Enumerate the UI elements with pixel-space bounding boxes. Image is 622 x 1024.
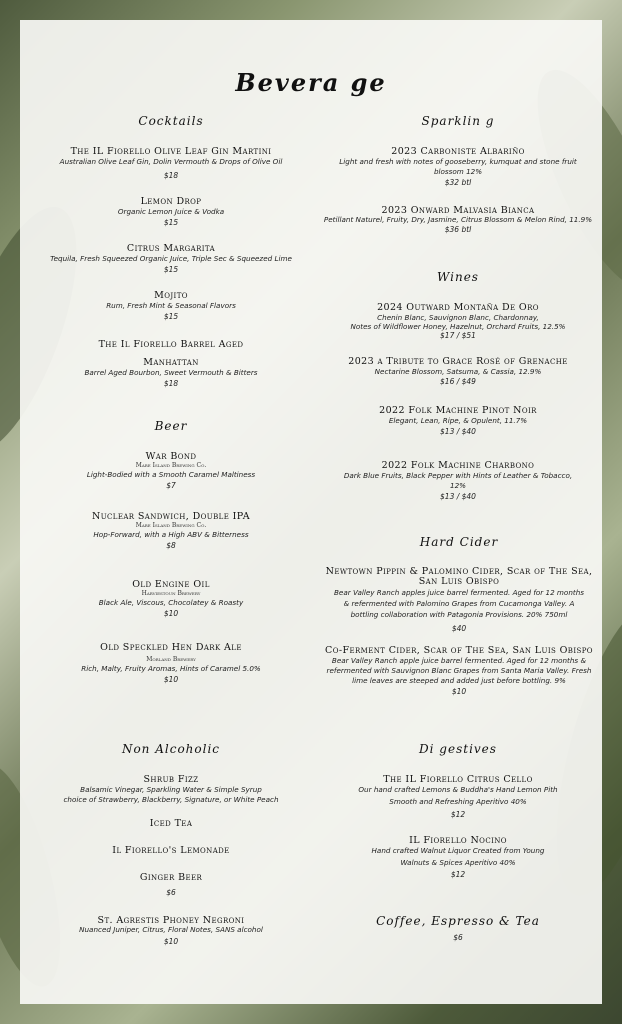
item-desc: Hand crafted Walnut Liquor Created from Young xyxy=(371,846,545,855)
item-desc: Black Ale, Viscous, Chocolatey & Roasty xyxy=(98,598,244,607)
item-price: $18 xyxy=(163,379,179,388)
beer-item xyxy=(40,451,302,492)
item-brewery: Mare Island Brewing Co. xyxy=(135,462,207,469)
item-desc: Dark Blue Fruits, Black Pepper with Hints of Leather & Tobacco, 12% xyxy=(343,471,573,490)
item-name: IL Fiorello Nocino xyxy=(409,835,507,846)
item-desc: Tequila, Fresh Squeezed Organic Juice, Triple Sec & Squeezed Lime xyxy=(50,254,292,263)
item-price: $10 xyxy=(163,937,179,946)
wine-item xyxy=(322,460,594,503)
wine-item xyxy=(322,405,594,438)
digestive-item xyxy=(322,774,594,821)
beer-item xyxy=(40,642,302,686)
digestives-heading: Di gestives xyxy=(419,742,497,756)
item-name: The Il Fiorello Barrel Aged xyxy=(98,339,244,350)
item-desc: Australian Olive Leaf Gin, Dolin Vermouth & Drops of Olive Oil xyxy=(59,157,283,166)
item-desc: Hop-Forward, with a High ABV & Bitterness xyxy=(93,530,249,539)
item-desc-line2: Notes of Wildflower Honey, Hazelnut, Orchard Fruits, 12.5% xyxy=(350,322,566,331)
beer-item xyxy=(40,579,302,620)
item-name: Il Fiorello's Lemonade xyxy=(112,845,230,856)
item-price: $12 xyxy=(450,870,466,879)
item-price: $13 / $40 xyxy=(440,492,476,501)
item-desc: Balsamic Vinegar, Sparkling Water & Simple Syrup xyxy=(80,785,262,794)
item-desc: Rum, Fresh Mint & Seasonal Flavors xyxy=(106,301,236,310)
item-desc: Our hand crafted Lemons & Buddha's Hand Lemon Pith xyxy=(358,785,558,794)
drink-item xyxy=(40,774,302,805)
item-desc: Organic Lemon Juice & Vodka xyxy=(117,207,225,216)
item-price: $10 xyxy=(163,609,179,618)
item-name: 2022 Folk Machine Charbono xyxy=(381,460,535,471)
item-name: 2023 Carboniste Albariño xyxy=(391,146,525,157)
item-name: Old Engine Oil xyxy=(132,579,210,590)
drink-item xyxy=(40,818,302,829)
non-alcoholic-heading: Non Alcoholic xyxy=(121,742,221,756)
item-price: $15 xyxy=(163,218,179,227)
item-name: Citrus Margarita xyxy=(126,243,216,254)
item-name: The IL Fiorello Citrus Cello xyxy=(383,774,533,785)
item-name: Shrub Fizz xyxy=(143,774,199,785)
item-name: War Bond xyxy=(145,451,197,462)
item-name: 2022 Folk Machine Pinot Noir xyxy=(379,405,537,416)
cocktail-item xyxy=(40,146,302,182)
item-name: Co-Ferment Cider, Scar of The Sea, San Luis Obispo xyxy=(325,645,593,656)
wines-section xyxy=(322,270,594,503)
wine-item xyxy=(322,205,594,236)
item-brewery: Harviestoun Brewery xyxy=(141,590,201,597)
item-desc-line2: choice of Strawberry, Blackberry, Signature, or White Peach xyxy=(63,795,279,804)
item-name: The IL Fiorello Olive Leaf Gin Martini xyxy=(70,146,272,157)
coffee-section xyxy=(322,914,594,944)
drink-item xyxy=(40,915,302,948)
item-desc: Nuanced Juniper, Citrus, Floral Notes, SANS alcohol xyxy=(79,925,263,934)
wines-heading: Wines xyxy=(437,270,479,284)
item-price: $6 xyxy=(453,933,463,942)
item-desc: Barrel Aged Bourbon, Sweet Vermouth & Bitters xyxy=(84,368,258,377)
item-price: $15 xyxy=(163,265,179,274)
item-price: $7 xyxy=(166,481,176,490)
sparkling-section xyxy=(322,114,594,236)
item-desc: Elegant, Lean, Ripe, & Opulent, 11.7% xyxy=(388,416,528,425)
item-desc: Bear Valley Ranch apple juice barrel fermented. Aged for 12 months & refermented with Sauvignon Blanc Grapes from Santa Maria Valley. Fresh lime leaves are steeped and added just before bottling. 9% xyxy=(326,656,592,685)
item-desc-line2: Walnuts & Spices Aperitivo 40% xyxy=(400,858,516,867)
item-name: Mojito xyxy=(154,290,188,301)
cocktails-section xyxy=(40,114,302,390)
cocktail-item xyxy=(40,290,302,323)
item-price: $6 xyxy=(166,888,176,897)
item-brewery: Morland Brewery xyxy=(146,656,196,663)
item-price: $8 xyxy=(166,541,176,550)
wine-item xyxy=(322,146,594,189)
item-name: Iced Tea xyxy=(149,818,193,829)
item-desc: Rich, Malty, Fruity Aromas, Hints of Caramel 5.0% xyxy=(81,664,261,673)
item-desc: Light-Bodied with a Smooth Caramel Maltiness xyxy=(86,470,256,479)
item-name: Ginger Beer xyxy=(139,872,203,883)
drink-item xyxy=(40,872,302,899)
item-price: $36 btl xyxy=(444,225,472,234)
non-alcoholic-section xyxy=(40,742,302,948)
digestive-item xyxy=(322,835,594,881)
coffee-heading: Coffee, Espresso & Tea xyxy=(376,914,540,928)
cider-item xyxy=(322,645,596,698)
item-name-line2: Manhattan xyxy=(143,357,199,368)
drink-item xyxy=(40,845,302,856)
item-price: $10 xyxy=(451,687,467,696)
item-desc: Petillant Naturel, Fruity, Dry, Jasmine, Citrus Blossom & Melon Rind, 11.9% xyxy=(323,215,593,224)
cider-item xyxy=(322,567,596,635)
item-price: $18 xyxy=(163,171,179,180)
item-desc: Bear Valley Ranch apples juice barrel fermented. Aged for 12 months & refermented with Palomino Grapes from Cucamonga Valley. A bottling collaboration with Patagonia Provisions. 20% 750ml xyxy=(334,588,584,619)
item-price: $16 / $49 xyxy=(440,377,476,386)
hard-cider-heading: Hard Cider xyxy=(419,535,499,549)
item-name: 2023 a Tribute to Grace Rosé of Grenache xyxy=(348,356,568,367)
beer-section xyxy=(40,419,302,686)
beer-heading: Beer xyxy=(154,419,188,433)
sparkling-heading: Sparklin g xyxy=(421,114,495,128)
digestives-section xyxy=(322,742,594,881)
item-name: 2024 Outward Montaña De Oro xyxy=(377,302,539,313)
beer-item xyxy=(40,511,302,552)
item-brewery: Mare Island Brewing Co. xyxy=(135,522,207,529)
wine-item xyxy=(322,356,594,386)
hard-cider-section xyxy=(322,535,596,698)
item-desc: Light and fresh with notes of gooseberry, kumquat and stone fruit blossom 12% xyxy=(339,157,577,176)
item-desc: Chenin Blanc, Sauvignon Blanc, Chardonnay, xyxy=(377,313,539,322)
item-name: Lemon Drop xyxy=(140,196,202,207)
item-price: $12 xyxy=(450,810,466,819)
item-name: Newtown Pippin & Palomino Cider, Scar of The Sea, San Luis Obispo xyxy=(325,566,593,587)
item-price: $32 btl xyxy=(444,178,472,187)
item-price: $15 xyxy=(163,312,179,321)
page-title: Bevera ge xyxy=(235,68,387,97)
wine-item xyxy=(322,302,594,340)
item-price: $10 xyxy=(163,675,179,684)
item-name: Nuclear Sandwich, Double IPA xyxy=(92,511,250,522)
cocktail-item xyxy=(40,196,302,229)
item-name: St. Agrestis Phoney Negroni xyxy=(97,915,245,926)
item-desc: Nectarine Blossom, Satsuma, & Cassia, 12.9% xyxy=(374,367,542,376)
item-name: Old Speckled Hen Dark Ale xyxy=(100,642,242,653)
cocktail-item xyxy=(40,243,302,276)
cocktails-heading: Cocktails xyxy=(138,114,204,128)
item-price: $17 / $51 xyxy=(440,331,476,340)
item-name: 2023 Onward Malvasia Bianca xyxy=(381,205,535,216)
item-price: $13 / $40 xyxy=(440,427,476,436)
cocktail-item xyxy=(40,339,302,390)
item-desc-line2: Smooth and Refreshing Aperitivo 40% xyxy=(389,797,527,806)
item-price: $40 xyxy=(451,624,467,633)
